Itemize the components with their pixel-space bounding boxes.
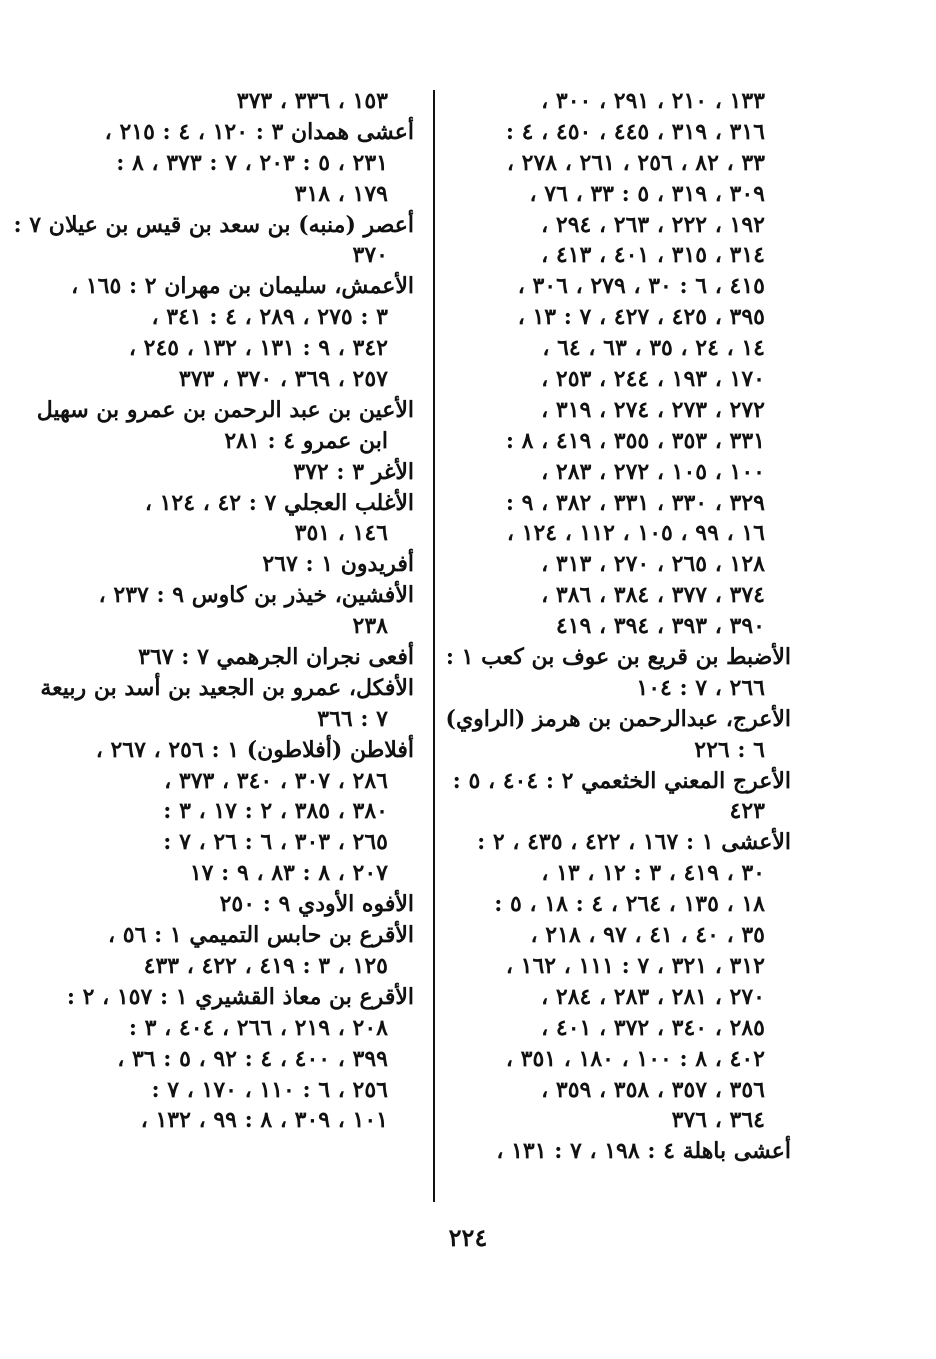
index-line: ١٧٠ ، ١٩٣ ، ٢٤٤ ، ٢٥٣ ،	[541, 366, 765, 393]
index-line: الأغلب العجلي ٧ : ٤٢ ، ١٢٤ ،	[144, 489, 414, 516]
index-line: ٣٥٦ ، ٣٥٧ ، ٣٥٨ ، ٣٥٩ ،	[541, 1076, 765, 1103]
index-line: ٣١٢ ، ٣٢١ ، ٧ : ١١١ ، ١٦٢ ،	[505, 952, 765, 979]
index-line: ٧ : ٣٦٦	[317, 705, 388, 732]
index-line: الأقرع بن حابس التميمي ١ : ٥٦ ،	[108, 922, 414, 949]
index-line: ٢٠٧ ، ٨ : ٨٣ ، ٩ : ١٧	[189, 860, 388, 887]
index-line: ١٥٣ ، ٣٣٦ ، ٣٧٣	[236, 88, 388, 114]
index-line: ١٩٢ ، ٢٢٢ ، ٢٦٣ ، ٢٩٤ ،	[541, 211, 765, 238]
index-line: ١٢٨ ، ٢٦٥ ، ٢٧٠ ، ٣١٣ ،	[541, 551, 765, 578]
index-line: أفريدون ١ : ٢٦٧	[262, 551, 414, 578]
index-line: ١٠١ ، ٣٠٩ ، ٨ : ٩٩ ، ١٣٢ ،	[140, 1107, 388, 1134]
index-line: ١٤ ، ٢٤ ، ٣٥ ، ٦٣ ، ٦٤ ،	[542, 335, 765, 362]
index-line: ٣١٦ ، ٣١٩ ، ٤٤٥ ، ٤٥٠ ، ٤ :	[505, 118, 765, 145]
index-line: ٣٩٥ ، ٤٢٥ ، ٤٢٧ ، ٧ : ١٣ ،	[517, 304, 765, 331]
index-line: ٢٣٨	[352, 613, 388, 640]
index-line: ٣٤٢ ، ٩ : ١٣١ ، ١٣٢ ، ٢٤٥ ،	[128, 335, 388, 362]
page-number: ٢٢٤	[448, 1223, 488, 1252]
index-line: ٢٦٦ ، ٧ : ١٠٤	[636, 674, 765, 701]
index-line: الأعشى ١ : ١٦٧ ، ٤٢٢ ، ٤٣٥ ، ٢ :	[477, 829, 791, 856]
index-line: الأفكل، عمرو بن الجعيد بن أسد بن ربيعة	[40, 674, 414, 701]
index-line: ابن عمرو ٤ : ٢٨١	[224, 427, 388, 454]
index-line: ٤١٥ ، ٦ : ٣٠ ، ٢٧٩ ، ٣٠٦ ،	[517, 273, 765, 300]
index-line: ١٠٠ ، ١٠٥ ، ٢٧٢ ، ٢٨٣ ،	[541, 458, 765, 485]
index-line: ٣٦٤ ، ٣٧٦	[671, 1107, 765, 1134]
index-line: ٣٣ ، ٨٢ ، ٢٥٦ ، ٢٦١ ، ٢٧٨ ،	[506, 149, 765, 176]
index-line: ٣٨٠ ، ٣٨٥ ، ٢ : ١٧ ، ٣ :	[163, 798, 388, 825]
index-line: ٣ : ٢٧٥ ، ٢٨٩ ، ٤ : ٣٤١ ،	[151, 304, 388, 331]
index-line: ١٣٣ ، ٢١٠ ، ٢٩١ ، ٣٠٠ ،	[541, 88, 765, 114]
index-column-right	[445, 86, 791, 1167]
index-line: ٣٢٩ ، ٣٣٠ ، ٣٣١ ، ٣٨٢ ، ٩ :	[505, 489, 765, 516]
index-line: ١٧٩ ، ٣١٨	[294, 180, 388, 207]
index-line: أعصر (منبه) بن سعد بن قيس بن عيلان ٧ :	[13, 211, 414, 238]
index-line: ٢٨٦ ، ٣٠٧ ، ٣٤٠ ، ٣٧٣ ،	[164, 767, 388, 794]
index-line: ٤٢٣	[729, 798, 765, 825]
index-line: الأعرج، عبدالرحمن بن هرمز (الراوي)	[445, 705, 791, 732]
index-line: أعشى باهلة ٤ : ١٩٨ ، ٧ : ١٣١ ،	[496, 1138, 791, 1165]
index-line: ٢٧٢ ، ٢٧٣ ، ٢٧٤ ، ٣١٩ ،	[541, 396, 765, 423]
index-line: الأفوه الأودي ٩ : ٢٥٠	[219, 891, 414, 918]
index-line: أفعى نجران الجرهمي ٧ : ٣٦٧	[138, 644, 414, 671]
index-line: ١٨ ، ١٣٥ ، ٢٦٤ ، ٤ : ١٨ ، ٥ :	[494, 891, 765, 918]
index-line: ٢٧٠ ، ٢٨١ ، ٢٨٣ ، ٢٨٤ ،	[541, 983, 765, 1010]
column-divider	[433, 90, 435, 1202]
index-line: ٣٩٠ ، ٣٩٣ ، ٣٩٤ ، ٤١٩	[555, 613, 765, 640]
index-line: ٤٠٢ ، ٨ : ١٠٠ ، ١٨٠ ، ٣٥١ ،	[505, 1045, 765, 1072]
index-line: أفلاطن (أفلاطون) ١ : ٢٥٦ ، ٢٦٧ ،	[95, 736, 414, 763]
index-line: الأضبط بن قريع بن عوف بن كعب ١ :	[445, 644, 791, 671]
index-line: ٢٣١ ، ٥ : ٢٠٣ ، ٧ : ٣٧٣ ، ٨ :	[116, 149, 388, 176]
index-line: الأقرع بن معاذ القشيري ١ : ١٥٧ ، ٢ :	[66, 983, 414, 1010]
index-line: الأفشين، خيذر بن كاوس ٩ : ٢٣٧ ،	[98, 582, 414, 609]
index-line: ٢٠٨ ، ٢١٩ ، ٢٦٦ ، ٤٠٤ ، ٣ :	[128, 1014, 388, 1041]
index-line: الأعرج المعني الخثعمي ٢ : ٤٠٤ ، ٥ :	[452, 767, 791, 794]
index-line: ٢٦٥ ، ٣٠٣ ، ٦ : ٢٦ ، ٧ :	[163, 829, 388, 856]
index-line: ٦ : ٢٢٦	[694, 736, 765, 763]
index-line: ٣١٤ ، ٣١٥ ، ٤٠١ ، ٤١٣ ،	[541, 242, 765, 269]
index-line: ٢٥٦ ، ٦ : ١١٠ ، ١٧٠ ، ٧ :	[151, 1076, 388, 1103]
index-line: ١٦ ، ٩٩ ، ١٠٥ ، ١١٢ ، ١٢٤ ،	[506, 520, 765, 547]
index-line: ٣٩٩ ، ٤٠٠ ، ٤ : ٩٢ ، ٥ : ٣٦ ،	[117, 1045, 388, 1072]
index-line: ٣٠ ، ٤١٩ ، ٣ : ١٢ ، ١٣ ،	[541, 860, 765, 887]
index-line: ٣٧٠	[352, 242, 388, 269]
index-column-left	[13, 86, 414, 1136]
index-line: ٢٥٧ ، ٣٦٩ ، ٣٧٠ ، ٣٧٣	[178, 366, 388, 393]
index-line: ٢٨٥ ، ٣٤٠ ، ٣٧٢ ، ٤٠١ ،	[541, 1014, 765, 1041]
index-line: الأغر ٣ : ٣٧٢	[293, 458, 414, 485]
index-line: ٣٧٤ ، ٣٧٧ ، ٣٨٤ ، ٣٨٦ ،	[541, 582, 765, 609]
index-line: أعشى همدان ٣ : ١٢٠ ، ٤ : ٢١٥ ،	[104, 118, 414, 145]
index-line: ٣٠٩ ، ٣١٩ ، ٥ : ٣٣ ، ٧٦ ،	[529, 180, 765, 207]
index-line: الأعمش، سليمان بن مهران ٢ : ١٦٥ ،	[71, 273, 414, 300]
index-line: ١٢٥ ، ٣ : ٤١٩ ، ٤٢٢ ، ٤٣٣	[143, 952, 388, 979]
index-line: ١٤٦ ، ٣٥١	[294, 520, 388, 547]
index-line: ٣٥ ، ٤٠ ، ٤١ ، ٩٧ ، ٢١٨ ،	[530, 922, 765, 949]
index-line: الأعين بن عبد الرحمن بن عمرو بن سهيل	[36, 396, 414, 423]
index-line: ٣٣١ ، ٣٥٣ ، ٣٥٥ ، ٤١٩ ، ٨ :	[505, 427, 765, 454]
